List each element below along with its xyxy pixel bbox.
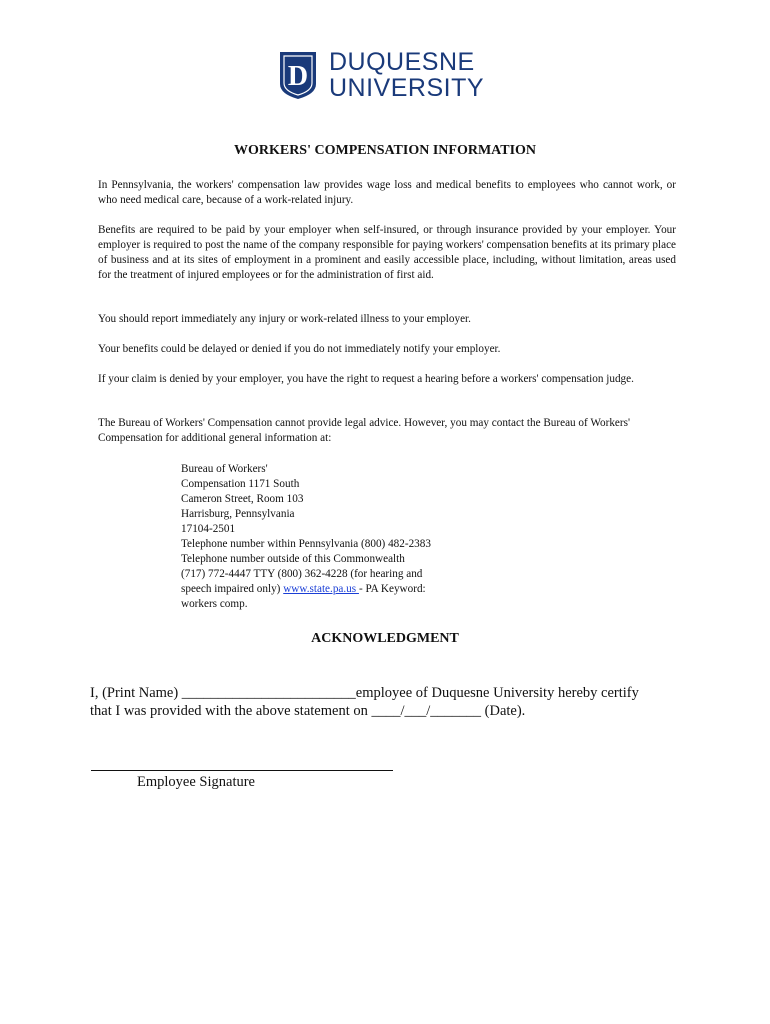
link-prefix: speech impaired only) [181,583,284,595]
university-logo [277,50,497,102]
paragraph-hearing: If your claim is denied by your employer, you have the right to request a hearing before a workers' compensation judge. [98,373,634,385]
signature-line[interactable] [91,770,393,771]
address-line: Cameron Street, Room 103 [181,493,304,505]
certification-statement [90,684,690,720]
paragraph-report: You should report immediately any injury or work-related illness to your employer. [98,313,471,325]
bureau-address [181,462,481,612]
svg-text:D: D [287,61,309,92]
address-line: 17104-2501 [181,523,236,535]
link-suffix: - PA Keyword: [358,583,426,595]
paragraph-intro: In Pennsylvania, the workers' compensation law provides wage loss and medical benefits to employees who cannot work, or who need medical care, because of a work-related injury. [98,179,676,206]
address-line: (717) 772-4447 TTY (800) 362-4228 (for hearing and [181,568,423,580]
logo-line-university: UNIVERSITY [329,74,485,102]
shield-d-icon [277,50,319,100]
paragraph-delay: Your benefits could be delayed or denied if you do not immediately notify your employer. [98,343,501,355]
acknowledgment-heading: ACKNOWLEDGMENT [311,631,459,646]
paragraph-bureau: The Bureau of Workers' Compensation cannot provide legal advice. However, you may contact the Bureau of Workers' Compensation for additional general information at: [98,417,630,444]
address-line: Telephone number within Pennsylvania (800) 482-2383 [181,538,431,550]
logo-line-duquesne: DUQUESNE [329,48,475,76]
signature-label: Employee Signature [137,774,255,790]
address-line: Harrisburg, Pennsylvania [181,508,295,520]
certification-line-2: that I was provided with the above statement on ____/___/_______ (Date). [90,703,526,719]
address-line: workers comp. [181,598,248,610]
paragraph-benefits: Benefits are required to be paid by your employer when self-insured, or through insurance provided by your employer. Your employer is required to post the name of the company responsible for paying workers' compensation benefits at its primary place of business and at its sites of employment in a prominent and easily accessible place, including, without limitation, areas used for the treatment of injured employees or for the administration of first aid. [98,224,676,281]
address-line: Telephone number outside of this Commonwealth [181,553,405,565]
address-line: Bureau of Workers' [181,463,268,475]
website-link[interactable]: www.state.pa.us [283,583,359,595]
page-title: WORKERS' COMPENSATION INFORMATION [233,143,537,158]
logo-wordmark [329,50,484,101]
address-line: Compensation 1171 South [181,478,300,490]
certification-line-1: I, (Print Name) ________________________employee of Duquesne University hereby certify [90,685,639,701]
address-line-with-link [181,582,481,597]
